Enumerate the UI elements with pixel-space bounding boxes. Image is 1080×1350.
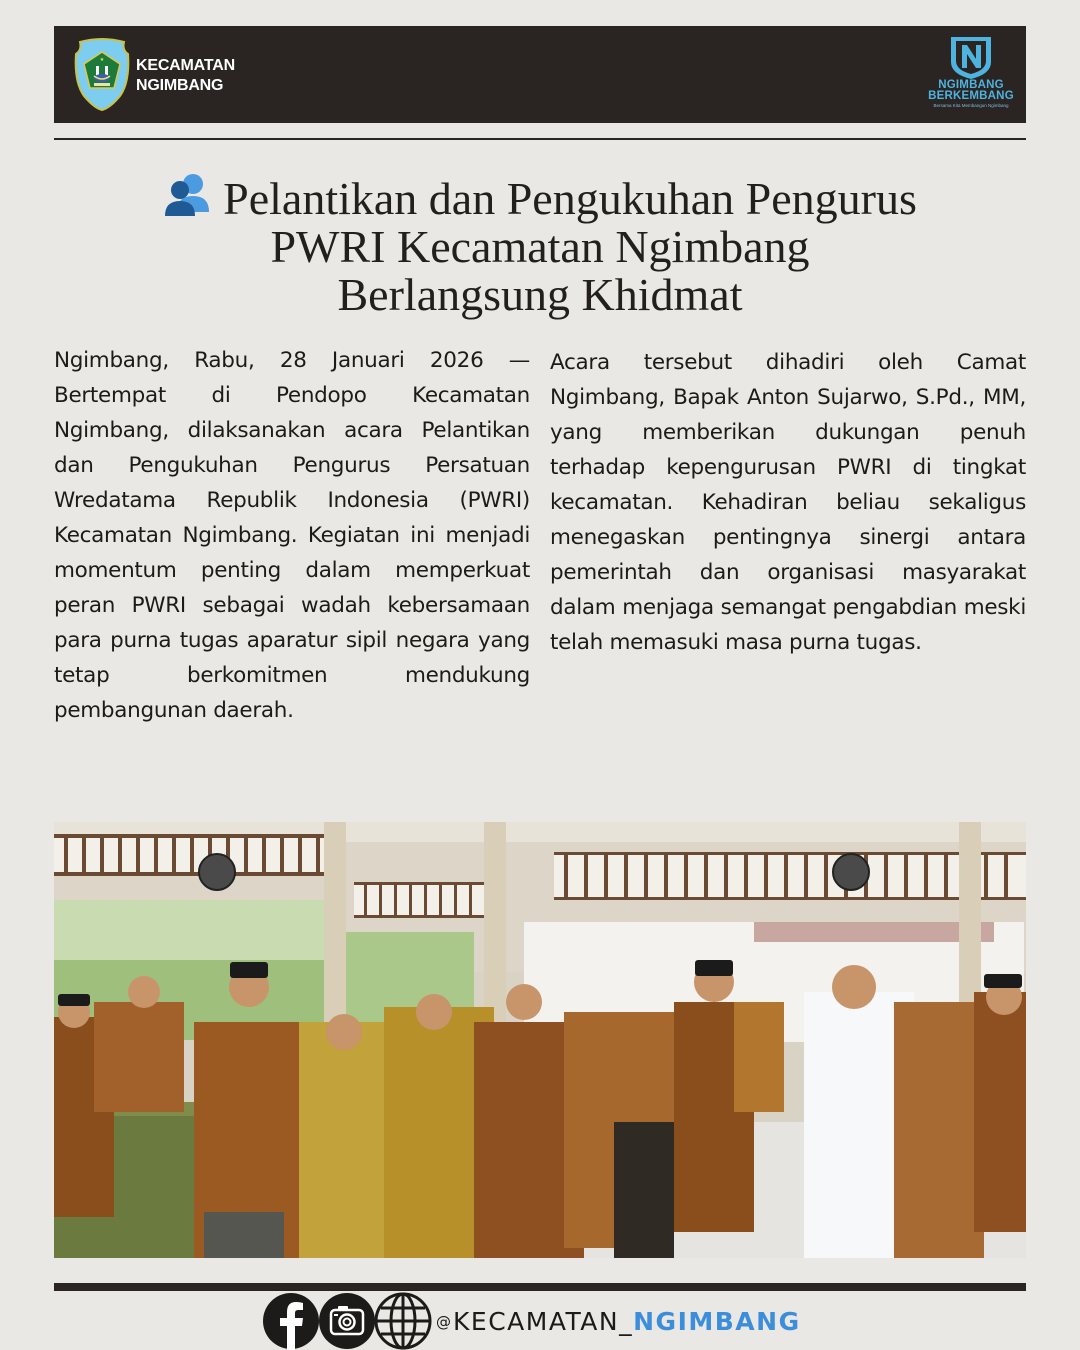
logo-tagline: Bersama Kita Membangun Ngimbang <box>933 103 1009 108</box>
bottom-divider <box>54 1283 1026 1291</box>
ngimbang-berkembang-logo <box>926 34 1016 118</box>
handle-part1: KECAMATAN_ <box>453 1306 634 1336</box>
facebook-icon[interactable] <box>262 1292 320 1350</box>
regency-crest-icon <box>72 36 132 112</box>
article-title <box>60 172 1020 319</box>
ngimbang-shield-n-icon <box>948 34 994 80</box>
article-paragraph-right: Acara tersebut dihadiri oleh Camat Ngimbang, Bapak Anton Sujarwo, S.Pd., MM, yang memberikan dukungan penuh terhadap kepengurusan PWRI di tingkat kecamatan. Kehadiran beliau sekaligus menegaskan pentingnya sinergi antara pemerintah dan organisasi masyarakat dalam menjaga semangat pengabdian meski telah memasuki masa purna tugas. <box>550 350 1026 655</box>
top-divider <box>54 138 1026 140</box>
title-line-3: Berlangsung Khidmat <box>337 269 743 320</box>
article-paragraph-left: Ngimbang, Rabu, 28 Januari 2026 — Bertempat di Pendopo Kecamatan Ngimbang, dilaksanakan acara Pelantikan dan Pengukuhan Pengurus Persatuan Wredatama Republik Indonesia (PWRI) Kecamatan Ngimbang. Kegiatan ini menjadi momentum penting dalam memperkuat peran PWRI sebagai wadah kebersamaan para purna tugas aparatur sipil negara yang tetap berkomitmen mendukung pembangunan daerah. <box>54 348 530 723</box>
handle-at: @ <box>436 1312 451 1331</box>
header-banner <box>54 26 1026 123</box>
logo-line1: NGIMBANG <box>938 79 1004 91</box>
brand-line2: NGIMBANG <box>136 77 224 94</box>
brand-line1: KECAMATAN <box>136 57 235 74</box>
globe-icon[interactable] <box>374 1292 432 1350</box>
instagram-camera-icon[interactable] <box>318 1292 376 1350</box>
event-photo-illustration <box>54 822 1026 1258</box>
handle-part2: NGIMBANG <box>633 1306 801 1336</box>
title-line-1: Pelantikan dan Pengukuhan Pengurus <box>223 173 917 224</box>
brand-name <box>136 56 235 96</box>
event-photo <box>54 822 1026 1258</box>
social-footer <box>262 1292 801 1350</box>
svg-text:★: ★ <box>99 57 105 63</box>
logo-line2: BERKEMBANG <box>928 90 1014 102</box>
people-icon <box>163 172 211 216</box>
social-handle[interactable] <box>436 1307 801 1336</box>
title-line-2: PWRI Kecamatan Ngimbang <box>270 221 810 272</box>
